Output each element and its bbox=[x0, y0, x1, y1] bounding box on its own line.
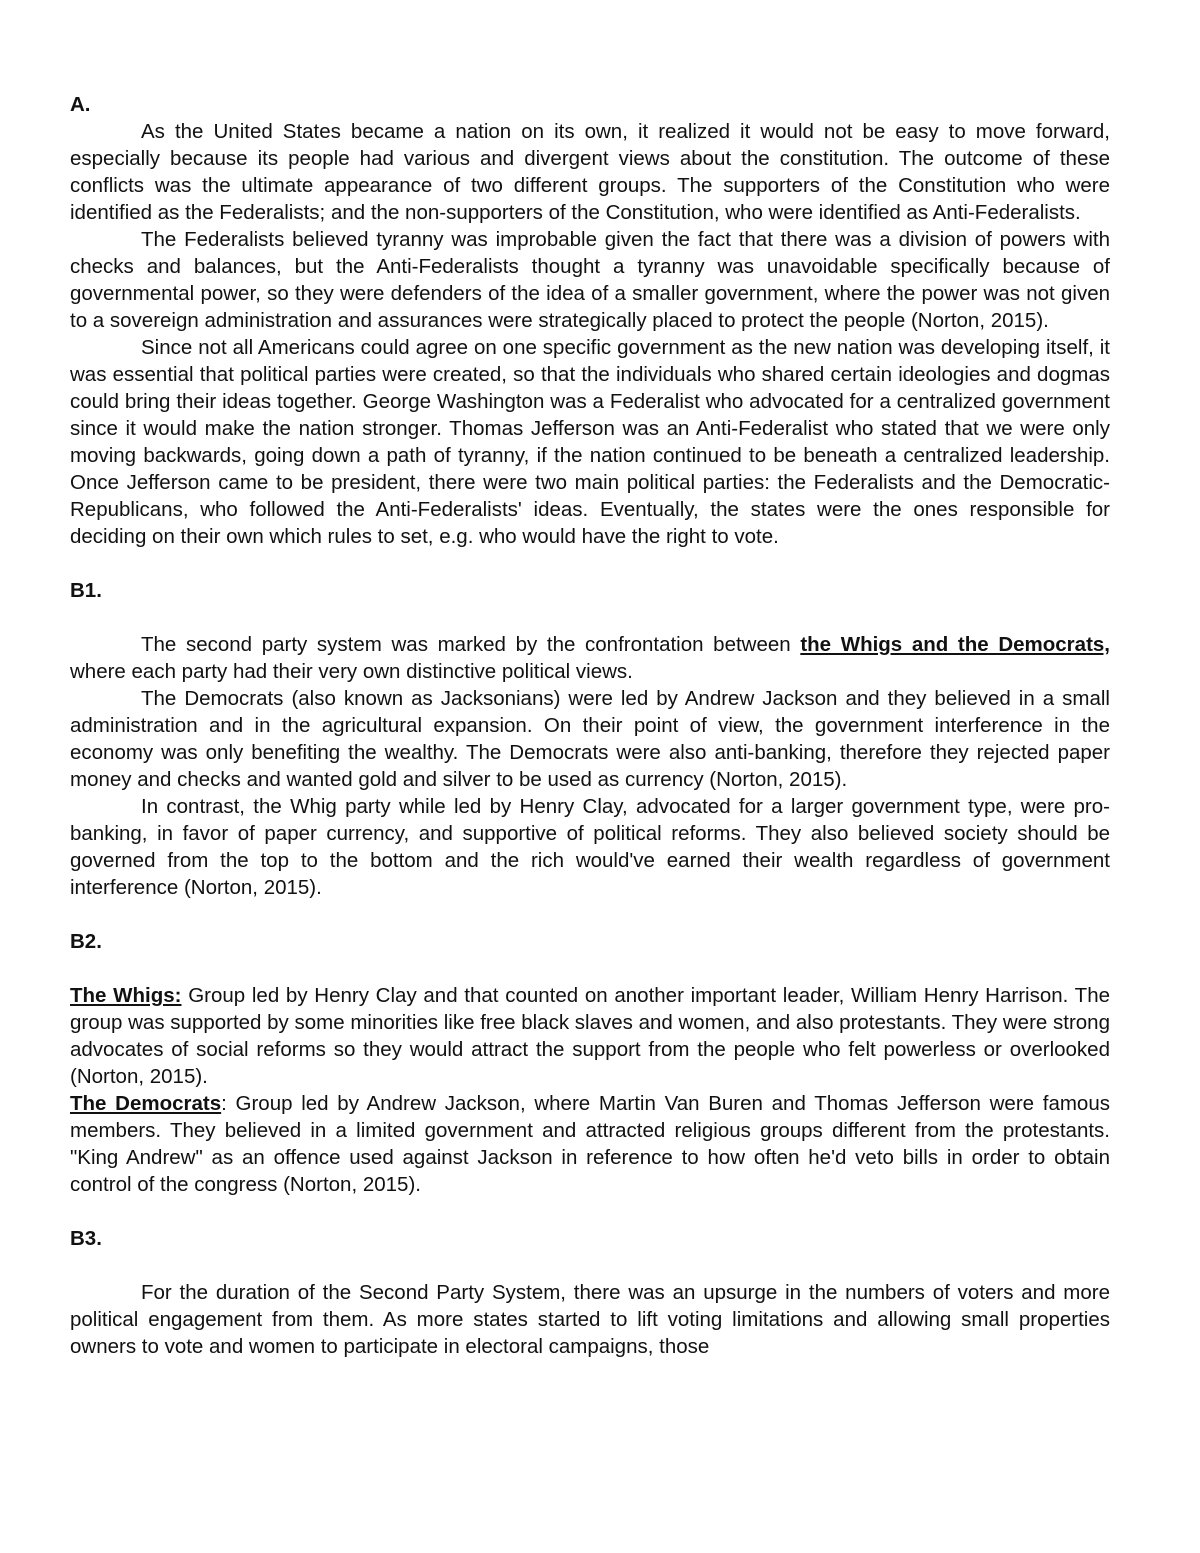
section-b1-p1-emphasis: the Whigs and the Democrats, bbox=[800, 633, 1110, 656]
section-b1-paragraph-1 bbox=[70, 631, 1110, 685]
section-b3-heading: B3. bbox=[70, 1227, 102, 1250]
section-a-heading: A. bbox=[70, 93, 91, 116]
spacer bbox=[70, 1252, 1110, 1279]
section-b2-whigs-paragraph bbox=[70, 982, 1110, 1090]
spacer bbox=[70, 901, 1110, 928]
whigs-label: The Whigs: bbox=[70, 984, 182, 1007]
democrats-text: Group led by Andrew Jackson, where Martin Van Buren and Thomas Jefferson were famous members. They believed in a limited government and attracted religious groups different from the protestants. "King Andrew" as an offence used against Jackson in reference to how often he'd veto bills in order to obtain control of the congress (Norton, 2015). bbox=[70, 1092, 1110, 1196]
whigs-text: Group led by Henry Clay and that counted on another important leader, William Henry Harrison. The group was supported by some minorities like free black slaves and women, and also protestants. They were strong advocates of social reforms so they would attract the support from the people who felt powerless or overlooked (Norton, 2015). bbox=[70, 984, 1110, 1088]
spacer bbox=[70, 604, 1110, 631]
section-b1-heading: B1. bbox=[70, 579, 102, 602]
section-a-paragraph-1: As the United States became a nation on its own, it realized it would not be easy to move forward, especially because its people had various and divergent views about the constitution. The outcome of these conflicts was the ultimate appearance of two different groups. The supporters of the Constitution who were identified as the Federalists; and the non-supporters of the Constitution, who were identified as Anti-Federalists. bbox=[70, 120, 1110, 224]
democrats-colon: : bbox=[221, 1092, 227, 1115]
spacer bbox=[70, 550, 1110, 577]
section-a-paragraph-2: The Federalists believed tyranny was improbable given the fact that there was a division of powers with checks and balances, but the Anti-Federalists thought a tyranny was unavoidable specifically because of governmental power, so they were defenders of the idea of a smaller government, where the power was not given to a sovereign administration and assurances were strategically placed to protect the people (Norton, 2015). bbox=[70, 228, 1110, 332]
section-b1-paragraph-2: The Democrats (also known as Jacksonians) were led by Andrew Jackson and they believed in a small administration and in the agricultural expansion. On their point of view, the government interference in the economy was only benefiting the wealthy. The Democrats were also anti-banking, therefore they rejected paper money and checks and wanted gold and silver to be used as currency (Norton, 2015). bbox=[70, 687, 1110, 791]
section-b1-p1-before: The second party system was marked by the confrontation between bbox=[141, 633, 801, 656]
democrats-label: The Democrats bbox=[70, 1092, 222, 1115]
section-b3-paragraph-1: For the duration of the Second Party System, there was an upsurge in the numbers of voters and more political engagement from them. As more states started to lift voting limitations and allowing small properties owners to vote and women to participate in electoral campaigns, those bbox=[70, 1281, 1110, 1358]
document-page bbox=[70, 91, 1110, 1360]
spacer bbox=[70, 955, 1110, 982]
section-b2-democrats-paragraph bbox=[70, 1090, 1110, 1198]
section-b2-heading: B2. bbox=[70, 930, 102, 953]
section-b1-p1-after: where each party had their very own distinctive political views. bbox=[70, 660, 633, 683]
spacer bbox=[70, 1198, 1110, 1225]
section-b1-paragraph-3: In contrast, the Whig party while led by Henry Clay, advocated for a larger government type, were pro-banking, in favor of paper currency, and supportive of political reforms. They also believed society should be governed from the top to the bottom and the rich would've earned their wealth regardless of government interference (Norton, 2015). bbox=[70, 795, 1110, 899]
section-a-paragraph-3: Since not all Americans could agree on one specific government as the new nation was developing itself, it was essential that political parties were created, so that the individuals who shared certain ideologies and dogmas could bring their ideas together. George Washington was a Federalist who advocated for a centralized government since it would make the nation stronger. Thomas Jefferson was an Anti-Federalist who stated that we were only moving backwards, going down a path of tyranny, if the nation continued to be beneath a centralized leadership. Once Jefferson came to be president, there were two main political parties: the Federalists and the Democratic-Republicans, who followed the Anti-Federalists' ideas. Eventually, the states were the ones responsible for deciding on their own which rules to set, e.g. who would have the right to vote. bbox=[70, 336, 1110, 548]
